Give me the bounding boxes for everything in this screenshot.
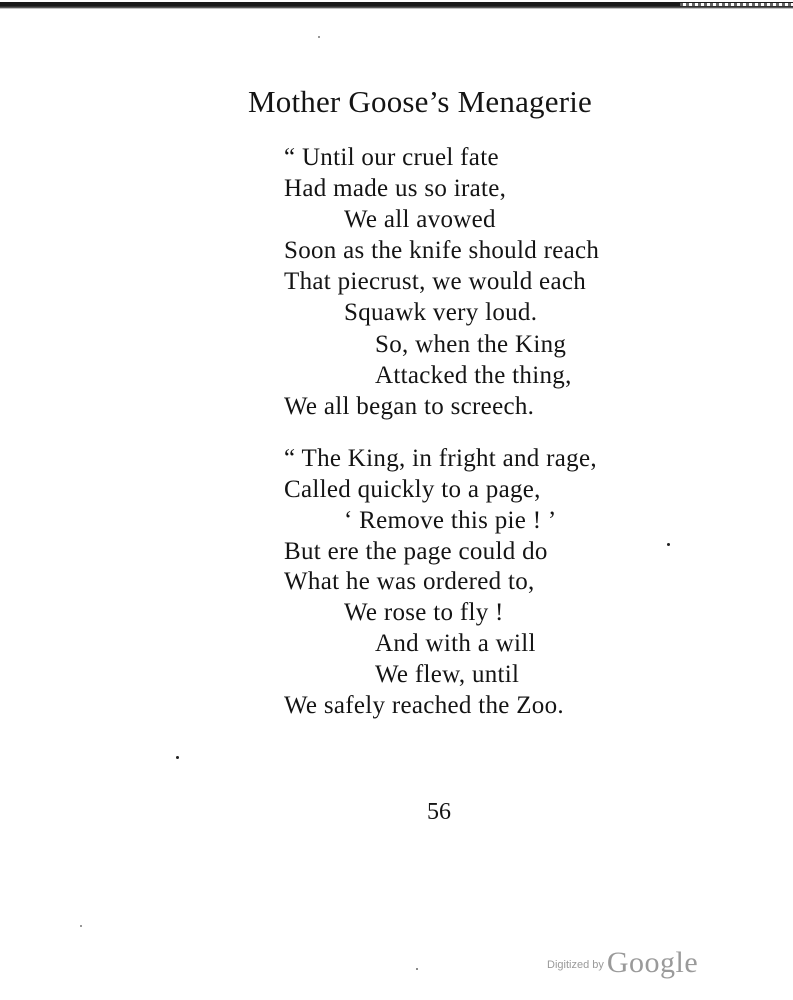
poem-line: And with a will [375, 630, 536, 657]
scan-speck [318, 36, 320, 38]
poem-line: ‘ Remove this pie ! ’ [344, 507, 557, 534]
poem-line: Called quickly to a page, [284, 476, 541, 503]
digitized-by-google-watermark [547, 946, 698, 980]
scan-speck [80, 925, 82, 927]
poem-line: Had made us so irate, [284, 175, 507, 202]
watermark-brand-logo: Google [606, 946, 699, 979]
page-number: 56 [427, 799, 451, 825]
poem-line: But ere the page could do [284, 538, 548, 565]
poem-line: “ The King, in fright and rage, [284, 445, 597, 472]
poem-line: We all began to screech. [284, 393, 535, 420]
scan-speck [416, 968, 418, 970]
watermark-prefix: Digitized by [547, 959, 604, 971]
poem-line: So, when the King [375, 331, 567, 358]
poem-line: We safely reached the Zoo. [284, 692, 564, 719]
scan-speck [667, 543, 670, 546]
poem-line: Attacked the thing, [375, 362, 572, 389]
poem-line: We all avowed [344, 206, 496, 233]
top-border-rule-fade [680, 3, 793, 6]
poem-line: Squawk very loud. [344, 299, 538, 326]
scan-speck [176, 756, 179, 759]
poem-line: We flew, until [375, 661, 520, 688]
poem-line: “ Until our cruel fate [284, 144, 499, 171]
running-head: Mother Goose’s Menagerie [248, 84, 592, 119]
top-border-rule [0, 2, 793, 9]
poem-line: We rose to fly ! [344, 599, 504, 626]
poem-line: What he was ordered to, [284, 568, 535, 595]
poem-line: That piecrust, we would each [284, 268, 587, 295]
poem-line: Soon as the knife should reach [284, 237, 600, 264]
